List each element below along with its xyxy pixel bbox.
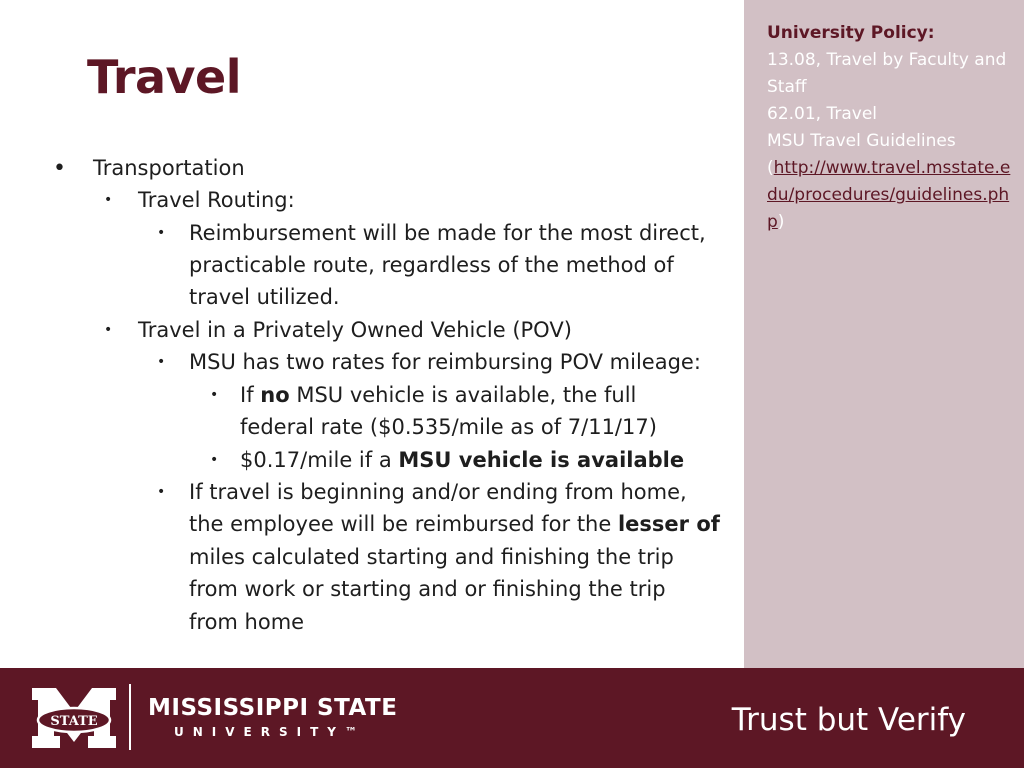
- item-home-line5: from home: [189, 610, 305, 634]
- bullet-l2: •: [104, 322, 113, 338]
- item-full-rate-line2: federal rate ($0.535/mile as of 7/11/17): [240, 415, 657, 439]
- bullet-l4: •: [210, 387, 219, 403]
- bullet-l3: •: [157, 225, 166, 241]
- item-reimbursement-line2: practicable route, regardless of the method of: [189, 253, 674, 277]
- footer-bar: [0, 668, 1024, 768]
- slide-title: Travel: [87, 50, 242, 104]
- item-home-line1: If travel is beginning and/or ending from home,: [189, 480, 687, 504]
- policy-line-guidelines: MSU Travel Guidelines: [767, 131, 956, 151]
- policy-line-6201: 62.01, Travel: [767, 104, 878, 124]
- bullet-l3: •: [157, 354, 166, 370]
- guidelines-link[interactable]: http://www.travel.msstate.edu/procedures/guidelines.php: [767, 158, 1011, 232]
- item-reimbursement-line3: travel utilized.: [189, 285, 340, 309]
- wordmark-mississippi-state: MISSISSIPPI STATE: [148, 695, 398, 721]
- item-two-rates: MSU has two rates for reimbursing POV mileage:: [189, 350, 701, 374]
- item-travel-routing: Travel Routing:: [138, 188, 295, 212]
- item-home-line4: from work or starting and or finishing the trip: [189, 577, 666, 601]
- tagline: Trust but Verify: [731, 702, 966, 738]
- item-home-line2: the employee will be reimbursed for the lesser of: [189, 512, 720, 536]
- policy-sidebar: [744, 0, 1024, 668]
- seal-text: STATE: [50, 714, 98, 729]
- bullet-l3: •: [157, 484, 166, 500]
- item-reimbursement-line1: Reimbursement will be made for the most direct,: [189, 221, 706, 245]
- item-pov: Travel in a Privately Owned Vehicle (POV): [138, 318, 572, 342]
- policy-text: [767, 20, 1019, 236]
- paren-open: (: [767, 158, 774, 178]
- item-home-line3: miles calculated starting and finishing the trip: [189, 545, 674, 569]
- policy-line-1308: 13.08, Travel by Faculty and Staff: [767, 50, 1007, 97]
- item-transportation: Transportation: [93, 156, 245, 180]
- bullet-l1: •: [53, 156, 66, 181]
- policy-heading: University Policy:: [767, 23, 935, 43]
- item-full-rate-line1: If no MSU vehicle is available, the full: [240, 383, 637, 407]
- item-msu-rate: $0.17/mile if a MSU vehicle is available: [240, 448, 685, 472]
- wordmark-university: UNIVERSITY™: [174, 725, 366, 739]
- bullet-l4: •: [210, 452, 219, 468]
- logo-divider: [129, 684, 131, 750]
- bullet-l2: •: [104, 192, 113, 208]
- paren-close: ): [777, 212, 785, 232]
- msu-m-logo-icon: [30, 686, 118, 750]
